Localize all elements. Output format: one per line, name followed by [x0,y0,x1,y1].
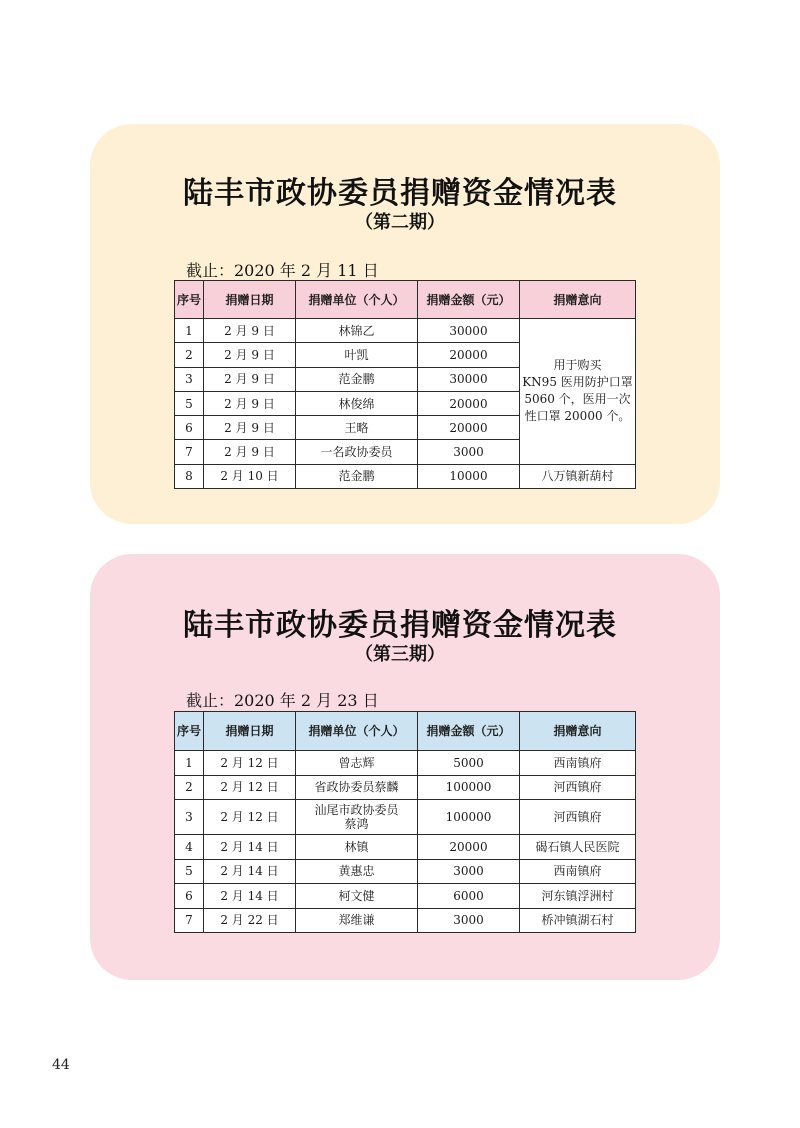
cell-no: 5 [175,391,204,415]
cell-date: 2 月 12 日 [204,775,296,800]
cell-date: 2 月 9 日 [204,440,296,464]
cell-amount: 5000 [418,751,520,776]
cell-no: 6 [175,416,204,440]
purpose-line: 5060 个，医用一次 [524,392,631,407]
cell-donor: 范金鹏 [296,464,418,488]
cell-no: 7 [175,908,204,933]
cell-no: 3 [175,800,204,835]
cell-purpose: 河西镇府 [520,800,636,835]
cell-donor: 柯文健 [296,884,418,909]
section2-title: 陆丰市政协委员捐赠资金情况表 [183,608,617,643]
cell-date: 2 月 14 日 [204,884,296,909]
cell-no: 2 [175,343,204,367]
cell-date: 2 月 22 日 [204,908,296,933]
table-row [175,835,636,860]
cell-date: 2 月 9 日 [204,367,296,391]
table-row [175,775,636,800]
cell-donor: 林锦乙 [296,319,418,343]
cell-purpose: 碣石镇人民医院 [520,835,636,860]
cell-date: 2 月 10 日 [204,464,296,488]
header-no: 序号 [175,712,204,751]
header-donor: 捐赠单位（个人） [296,281,418,319]
cell-donor: 郑维谦 [296,908,418,933]
page-number: 44 [52,1057,70,1073]
cell-date: 2 月 14 日 [204,835,296,860]
cell-no: 6 [175,884,204,909]
cell-purpose: 西南镇府 [520,751,636,776]
section1-period: （第二期） [355,212,445,233]
table-row [175,884,636,909]
cell-no: 1 [175,751,204,776]
cell-no: 1 [175,319,204,343]
cell-donor: 王略 [296,416,418,440]
cell-donor: 曾志辉 [296,751,418,776]
cell-date: 2 月 9 日 [204,343,296,367]
cell-date: 2 月 14 日 [204,859,296,884]
cell-purpose: 河东镇浮洲村 [520,884,636,909]
cell-amount: 20000 [418,343,520,367]
table-row [175,908,636,933]
table-row [175,800,636,835]
cell-no: 3 [175,367,204,391]
table-row [175,319,636,343]
cell-no: 7 [175,440,204,464]
table-header-row [175,281,636,319]
header-donor: 捐赠单位（个人） [296,712,418,751]
cell-amount: 6000 [418,884,520,909]
cell-purpose: 桥冲镇湖石村 [520,908,636,933]
section1-title: 陆丰市政协委员捐赠资金情况表 [183,176,617,211]
cell-no: 2 [175,775,204,800]
cell-amount: 3000 [418,908,520,933]
cell-donor: 范金鹏 [296,367,418,391]
donor-line: 汕尾市政协委员 [314,803,399,817]
header-amount: 捐赠金额（元） [418,712,520,751]
cell-no: 4 [175,835,204,860]
cell-date: 2 月 9 日 [204,391,296,415]
cell-donor: 叶凯 [296,343,418,367]
header-amount: 捐赠金额（元） [418,281,520,319]
cell-amount: 20000 [418,416,520,440]
section1-cutoff-date: 截止：2020 年 2 月 11 日 [186,261,379,280]
header-no: 序号 [175,281,204,319]
section2-cutoff-date: 截止：2020 年 2 月 23 日 [186,691,379,710]
cell-amount: 10000 [418,464,520,488]
donor-line: 蔡鸿 [344,817,369,831]
purpose-line: KN95 医用防护口罩 [522,375,633,390]
table-row [175,464,636,488]
header-date: 捐赠日期 [204,281,296,319]
cell-donor: 林俊绵 [296,391,418,415]
cell-donor: 黄惠忠 [296,859,418,884]
cell-amount: 100000 [418,775,520,800]
table-row [175,751,636,776]
cell-no: 5 [175,859,204,884]
cell-donor: 一名政协委员 [296,440,418,464]
cell-amount: 30000 [418,367,520,391]
donation-table-period-3 [174,711,636,933]
cell-donor: 省政协委员蔡麟 [296,775,418,800]
cell-purpose-merged [520,319,636,465]
cell-amount: 100000 [418,800,520,835]
cell-date: 2 月 12 日 [204,751,296,776]
table-row [175,859,636,884]
cell-amount: 3000 [418,859,520,884]
purpose-line: 性口罩 20000 个。 [524,409,631,424]
cell-no: 8 [175,464,204,488]
header-purpose: 捐赠意向 [520,712,636,751]
header-purpose: 捐赠意向 [520,281,636,319]
cell-date: 2 月 9 日 [204,319,296,343]
header-date: 捐赠日期 [204,712,296,751]
cell-purpose: 西南镇府 [520,859,636,884]
cell-amount: 30000 [418,319,520,343]
table-header-row [175,712,636,751]
donation-table-period-2 [174,280,636,489]
cell-date: 2 月 12 日 [204,800,296,835]
cell-purpose: 八万镇新葫村 [520,464,636,488]
cell-amount: 20000 [418,835,520,860]
section2-period: （第三期） [355,644,445,665]
purpose-line: 用于购买 [553,358,602,373]
cell-amount: 3000 [418,440,520,464]
cell-date: 2 月 9 日 [204,416,296,440]
cell-donor: 林镇 [296,835,418,860]
cell-purpose: 河西镇府 [520,775,636,800]
cell-donor [296,800,418,835]
cell-amount: 20000 [418,391,520,415]
